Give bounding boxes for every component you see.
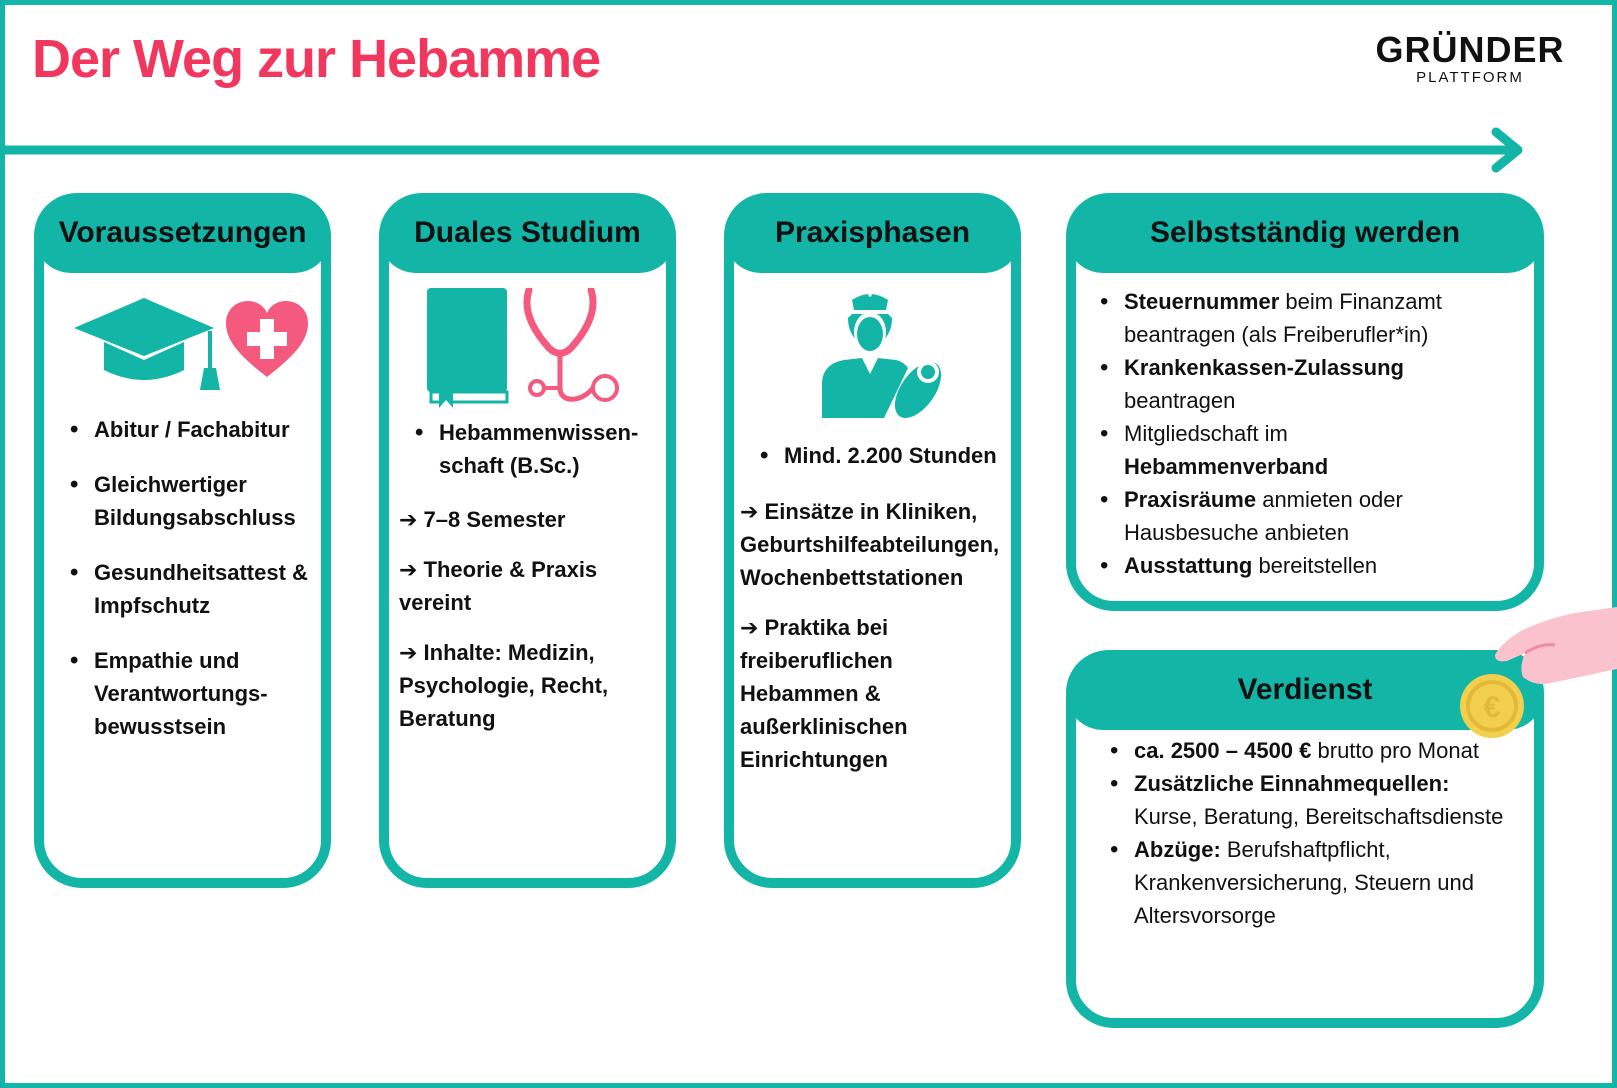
- list-item: [1100, 285, 1520, 351]
- list-item: • Empathie und Verantwortungs-bewusstsein: [70, 644, 310, 743]
- svg-text:€: €: [1483, 691, 1501, 724]
- arrow-item: ➔ Praktika bei freiberuflichen Hebammen & außerklinischen Einrichtungen: [740, 615, 908, 772]
- item-bold: Praxisräume: [1124, 487, 1257, 512]
- list-item: • Abitur / Fachabitur: [70, 413, 310, 446]
- list-item: [1100, 549, 1520, 582]
- list-item: [1100, 417, 1520, 483]
- item-text: bereitstellen: [1252, 553, 1378, 578]
- item-bold: Abzüge:: [1134, 837, 1221, 862]
- arrow-item: ➔ Inhalte: Medizin, Psychologie, Recht, Beratung: [399, 640, 609, 731]
- card-header: Duales Studium: [379, 193, 676, 273]
- stethoscope-icon: [521, 288, 621, 408]
- item-bold: Hebammenverband: [1124, 454, 1329, 479]
- page-title: Der Weg zur Hebamme: [32, 29, 601, 89]
- item-text: anmieten oder Hausbesuche anbieten: [1124, 487, 1403, 545]
- book-icon: [427, 288, 509, 408]
- card-header: Selbstständig werden: [1066, 193, 1544, 273]
- item-text: Kurse, Beratung, Bereitschaftsdienste: [1134, 804, 1504, 829]
- arrow-item: ➔ 7–8 Semester: [399, 507, 566, 532]
- list-item: • Mind. 2.200 Stunden: [760, 439, 1020, 472]
- list-item: [1110, 833, 1530, 932]
- card-header: Voraussetzungen: [34, 193, 331, 273]
- item-bold: Krankenkassen-Zulassung: [1124, 355, 1404, 380]
- hand-coin-icon: [1455, 605, 1617, 740]
- timeline-arrow: [0, 127, 1540, 173]
- arrow-item: ➔ Theorie & Praxis vereint: [399, 557, 598, 615]
- list-item: • Gesundheitsattest & Impfschutz: [70, 556, 310, 622]
- card-header: Verdienst: [1066, 650, 1544, 730]
- card-voraussetzungen: [34, 193, 331, 888]
- list-item: • Hebammenwissen-schaft (B.Sc.): [415, 416, 655, 482]
- card-praxisphasen: [724, 193, 1021, 888]
- item-text: Berufshaftpflicht, Krankenversicherung, Steuern und Altersvorsorge: [1134, 837, 1474, 928]
- list-item: [1110, 767, 1530, 833]
- item-bold: Zusätzliche Einnahmequellen:: [1134, 771, 1450, 796]
- item-text: Mitgliedschaft im: [1124, 421, 1288, 446]
- midwife-baby-icon: [822, 288, 947, 423]
- list-item: [1100, 483, 1520, 549]
- item-bold: ca. 2500 – 4500 €: [1134, 738, 1312, 763]
- item-bold: Ausstattung: [1124, 553, 1253, 578]
- logo: [1370, 30, 1570, 86]
- item-text: brutto pro Monat: [1311, 738, 1479, 763]
- logo-main: GRÜNDER: [1375, 29, 1565, 70]
- card-header: Praxisphasen: [724, 193, 1021, 273]
- arrow-item: ➔ Einsätze in Kliniken, Geburtshilfeabteilungen, Wochenbettstationen: [740, 499, 1000, 590]
- item-bold: Steuernummer: [1124, 289, 1280, 314]
- heart-cross-icon: [226, 301, 308, 381]
- list-item: [1100, 351, 1520, 417]
- card-duales-studium: [379, 193, 676, 888]
- logo-sub: PLATTFORM: [1416, 69, 1524, 86]
- card-selbststaendig: [1066, 193, 1544, 611]
- item-text: beantragen: [1124, 388, 1236, 413]
- item-text: beim Finanzamt beantragen (als Freiberufler*in): [1124, 289, 1442, 347]
- list-item: • Gleichwertiger Bildungsabschluss: [70, 468, 310, 534]
